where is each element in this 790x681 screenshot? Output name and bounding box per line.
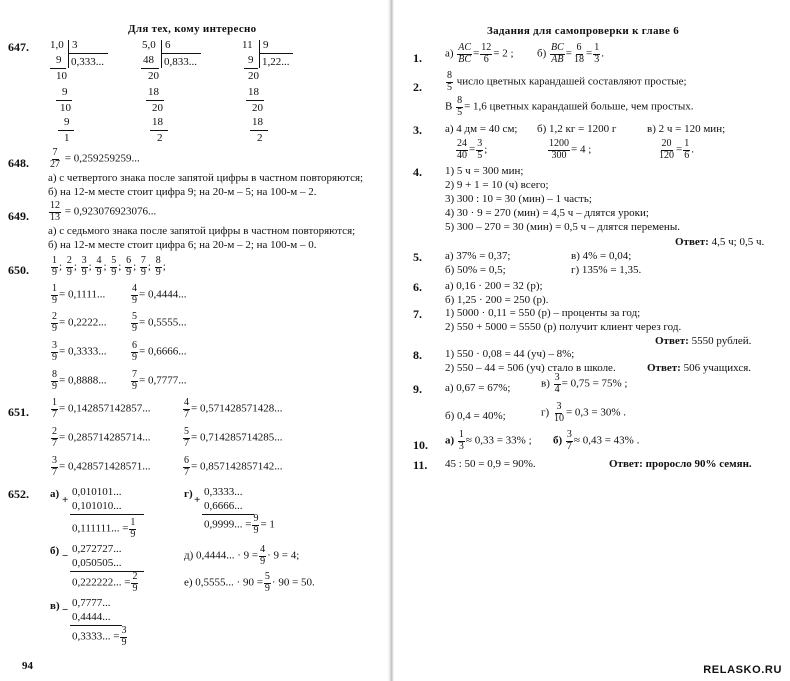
task-3-fraction-1: $\frac{24}{40}$ = $\frac{3}{5}$ ;	[457, 138, 488, 161]
problem-648-expression: $\frac{7}{27}$ = 0,259259259...	[50, 147, 140, 170]
problem-648-line-a: а) с четвертого знака после запятой цифры в частном повторяются;	[48, 172, 364, 184]
task-4-line-2: 2) 9 + 1 = 10 (ч) всего;	[445, 179, 549, 191]
task-9-a: а) 0,67 = 67%;	[445, 382, 511, 394]
task-10-number: 10.	[413, 438, 428, 452]
task-7-answer: Ответ: 5550 рублей.	[655, 335, 752, 347]
task-2-line-1: $\frac{8}{5}$ число цветных карандашей составляют простые;	[447, 70, 687, 93]
left-page: Для тех, кому интересно 647. 1,0 3 9 0,333... 10 9 10 9 1 5,0 6 48 0,833... 20 18 20 18 2 11 9 9 1,22... 20 18 20 18 2 648. $\frac{7}{27}$ = 0,259259259... а) с четвертого знака после запятой цифры в частном повторяются; б) на 12-м месте стоит цифра 9; на 20-м – 5; на 100-м – 2. 649. $\frac{12}{13}$ = 0,923076923076... а) с седьмого знака после запятой цифры в частном повторяются; б) на 12-м месте стоит цифра 6; на 20-м – 2; на 100-м – 0. 650. $\frac{1}{9}$ ; $\frac{2}{9}$ ; $\frac{3}{9}$ ; $\frac{4}{9}$ ; $\frac{5}{9}$ ; $\frac{6}{9}$ ; $\frac{7}{9}$ ; $\frac{8}{9}$ ; $\frac{1}{9}$ = 0,1111... $\frac{4}{9}$ = 0,4444... $\frac{2}{9}$ = 0,2222... $\frac{5}{9}$ = 0,5555... $\frac{3}{9}$ = 0,3333... $\frac{6}{9}$ = 0,6666... $\frac{8}{9}$ = 0,8888... $\frac{7}{9}$ = 0,7777... 651. $\frac{1}{7}$ = 0,142857142857... $\frac{4}{7}$ = 0,571428571428... $\frac{2}{7}$ = 0,285714285714... $\frac{5}{7}$ = 0,714285714285... $\frac{3}{7}$ = 0,428571428571... $\frac{6}{7}$ = 0,857142857142... 652. а) + 0,010101... 0,101010... 0,111111... = $\frac{1}{9}$ г) + 0,3333... 0,6666... 0,9999... = $\frac{9}{9}$ = 1 б) − 0,272727... 0,050505... 0,222222... = $\frac{2}{9}$ д) 0,4444... · 9 = $\frac{4}{9}$ · 9 = 4; е) 0,5555... · 90 = $\frac{5}{9}$ · 90 = 50. в) − 0,7777... 0,4444... 0,3333... = $\frac{3}{9}$ 94	[8, 23, 364, 672]
left-header: Для тех, кому интересно	[128, 23, 257, 35]
task-3-c: в) 2 ч = 120 мин;	[647, 123, 726, 135]
problem-652-d: д) 0,4444... · 9 = $\frac{4}{9}$ · 9 = 4;	[184, 544, 300, 567]
problem-650-sequence: $\frac{1}{9}$ ; $\frac{2}{9}$ ; $\frac{3}{9}$ ; $\frac{4}{9}$ ; $\frac{5}{9}$ ; $\frac{6}{9}$ ; $\frac{7}{9}$ ; $\frac{8}{9}$ ;	[52, 255, 166, 278]
task-10-a: а) $\frac{1}{3}$ ≈ 0,33 = 33% ;	[445, 429, 532, 452]
task-4-number: 4.	[413, 165, 422, 179]
task-9-number: 9.	[413, 382, 422, 396]
task-9-g: г) $\frac{3}{10}$ = 0,3 = 30% .	[541, 401, 627, 424]
task-4-line-5: 5) 300 – 270 = 30 (мин) = 0,5 ч – длятся перемены.	[445, 221, 680, 233]
task-8-line-2: 2) 550 – 44 = 506 (уч) стало в школе.	[445, 362, 616, 374]
problem-648-number: 648.	[8, 156, 29, 170]
task-9-v: в) $\frac{3}{4}$ = 0,75 = 75% ;	[541, 372, 628, 395]
task-8-number: 8.	[413, 348, 422, 362]
task-7-line-2: 2) 550 + 5000 = 5550 (р) получит клиент через год.	[445, 321, 682, 333]
problem-649-line-a: а) с седьмого знака после запятой цифры в частном повторяются;	[48, 225, 356, 237]
task-6-b: б) 1,25 · 200 = 250 (р).	[445, 294, 549, 306]
task-4-line-4: 4) 30 · 9 = 270 (мин) = 4,5 ч – длятся уроки;	[445, 207, 649, 219]
task-1-a: а) $\frac{AC}{BC}$ = $\frac{12}{6}$ = 2 ;	[445, 42, 514, 65]
problem-650-number: 650.	[8, 263, 29, 277]
right-page	[395, 0, 790, 681]
task-6-number: 6.	[413, 280, 422, 294]
task-4-line-3: 3) 300 : 10 = 30 (мин) – 1 часть;	[445, 193, 592, 205]
task-4-answer: Ответ: 4,5 ч; 0,5 ч.	[675, 236, 765, 248]
right-header: Задания для самопроверки к главе 6	[487, 25, 680, 37]
task-8-line-1: 1) 550 · 0,08 = 44 (уч) – 8%;	[445, 348, 575, 360]
problem-652-e: е) 0,5555... · 90 = $\frac{5}{9}$ · 90 = 50.	[184, 571, 315, 594]
page-number: 94	[22, 659, 33, 672]
problem-649-expression: $\frac{12}{13}$ = 0,923076923076...	[50, 200, 157, 223]
problem-652-number: 652.	[8, 487, 29, 501]
task-4-line-1: 1) 5 ч = 300 мин;	[445, 165, 524, 177]
task-3-fraction-3: $\frac{20}{120}$ = $\frac{1}{6}$ .	[659, 138, 694, 161]
task-5-g: г) 135% = 1,35.	[571, 264, 642, 276]
task-11-line: 45 : 50 = 0,9 = 90%.	[445, 458, 536, 470]
task-5-number: 5.	[413, 250, 422, 264]
task-1-number: 1.	[413, 51, 422, 65]
watermark: RELASKO.RU	[703, 663, 782, 676]
problem-649-line-b: б) на 12-м месте стоит цифра 6; на 20-м – 2; на 100-м – 0.	[48, 239, 317, 251]
problem-651-number: 651.	[8, 405, 29, 419]
task-3-b: б) 1,2 кг = 1200 г	[537, 123, 617, 135]
task-5-b: б) 50% = 0,5;	[445, 264, 506, 276]
book-gutter	[388, 0, 394, 681]
task-6-a: а) 0,16 · 200 = 32 (р);	[445, 280, 543, 292]
problem-647-number: 647.	[8, 40, 29, 54]
task-5-v: в) 4% = 0,04;	[571, 250, 632, 262]
task-5-a: а) 37% = 0,37;	[445, 250, 511, 262]
task-8-answer: Ответ: 506 учащихся.	[647, 362, 752, 374]
task-10-b: б) $\frac{3}{7}$ ≈ 0,43 = 43% .	[553, 429, 640, 452]
task-3-number: 3.	[413, 123, 422, 137]
problem-649-number: 649.	[8, 209, 29, 223]
task-11-number: 11.	[413, 458, 428, 472]
task-1-b: б) $\frac{BC}{AB}$ = $\frac{6}{18}$ = $\frac{1}{3}$ .	[537, 42, 604, 65]
task-7-number: 7.	[413, 307, 422, 321]
task-9-b: б) 0,4 = 40%;	[445, 410, 506, 422]
task-7-line-1: 1) 5000 · 0,11 = 550 (р) – проценты за год;	[445, 307, 641, 319]
task-2-line-2: В $\frac{8}{5}$ = 1,6 цветных карандашей больше, чем простых.	[445, 95, 694, 118]
task-2-number: 2.	[413, 80, 422, 94]
task-11-answer: Ответ: проросло 90% семян.	[609, 458, 752, 470]
task-3-fraction-2: $\frac{1200}{300}$ = 4 ;	[549, 138, 592, 161]
task-3-a: а) 4 дм = 40 см;	[445, 123, 518, 135]
problem-648-line-b: б) на 12-м месте стоит цифра 9; на 20-м – 5; на 100-м – 2.	[48, 186, 317, 198]
